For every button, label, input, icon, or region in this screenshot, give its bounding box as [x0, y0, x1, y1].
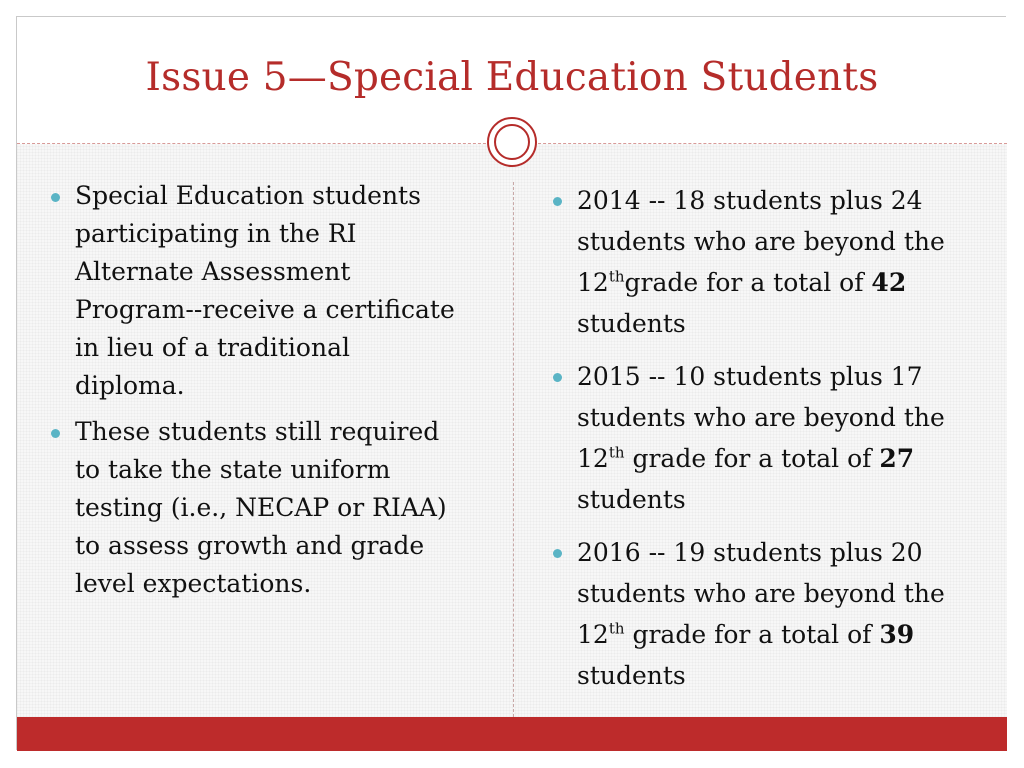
bullet-tail-text: students — [577, 661, 686, 690]
total-value: 27 — [879, 444, 915, 473]
bullet-dot-icon — [51, 429, 60, 438]
ordinal-suffix: th — [608, 619, 625, 638]
total-value: 39 — [879, 620, 915, 649]
slide — [16, 16, 1006, 750]
bullet-tail-text: students — [577, 309, 686, 338]
bullet-mid-text: grade for a total of — [624, 444, 880, 473]
bottom-accent-bar — [17, 717, 1007, 751]
total-value: 42 — [871, 268, 907, 297]
ordinal-suffix: th — [608, 443, 625, 462]
bullet-tail-text: students — [577, 485, 686, 514]
left-bullet-text: These students still required to take the state uniform testing (i.e., NECAP or RIAA) to assess growth and grade level expectations. — [75, 417, 447, 598]
bullet-dot-icon — [51, 193, 60, 202]
bullet-dot-icon — [553, 549, 562, 558]
right-bullet-item — [549, 532, 989, 696]
slide-title: Issue 5—Special Education Students — [145, 55, 879, 100]
circle-ornament-icon — [487, 117, 537, 167]
left-bullet-item — [47, 177, 467, 405]
column-divider — [513, 182, 514, 717]
left-bullet-text: Special Education students participating in the RI Alternate Assessment Program--receive a certificate in lieu of a traditional diploma. — [75, 181, 455, 400]
bullet-mid-text: grade for a total of — [624, 268, 872, 297]
bullet-lead-text: 2016 -- 19 students plus 20 students who are beyond the 12 — [577, 538, 945, 649]
bullet-mid-text: grade for a total of — [624, 620, 880, 649]
left-bullet-item — [47, 413, 467, 603]
bullet-lead-text: 2015 -- 10 students plus 17 students who are beyond the 12 — [577, 362, 945, 473]
right-bullet-item — [549, 356, 989, 520]
left-bullet-list — [47, 177, 467, 611]
bullet-dot-icon — [553, 197, 562, 206]
bullet-lead-text: 2014 -- 18 students plus 24 students who are beyond the 12 — [577, 186, 945, 297]
right-bullet-list — [549, 180, 989, 708]
ordinal-suffix: th — [608, 267, 625, 286]
bullet-dot-icon — [553, 373, 562, 382]
right-bullet-item — [549, 180, 989, 344]
content-area — [17, 144, 1007, 717]
